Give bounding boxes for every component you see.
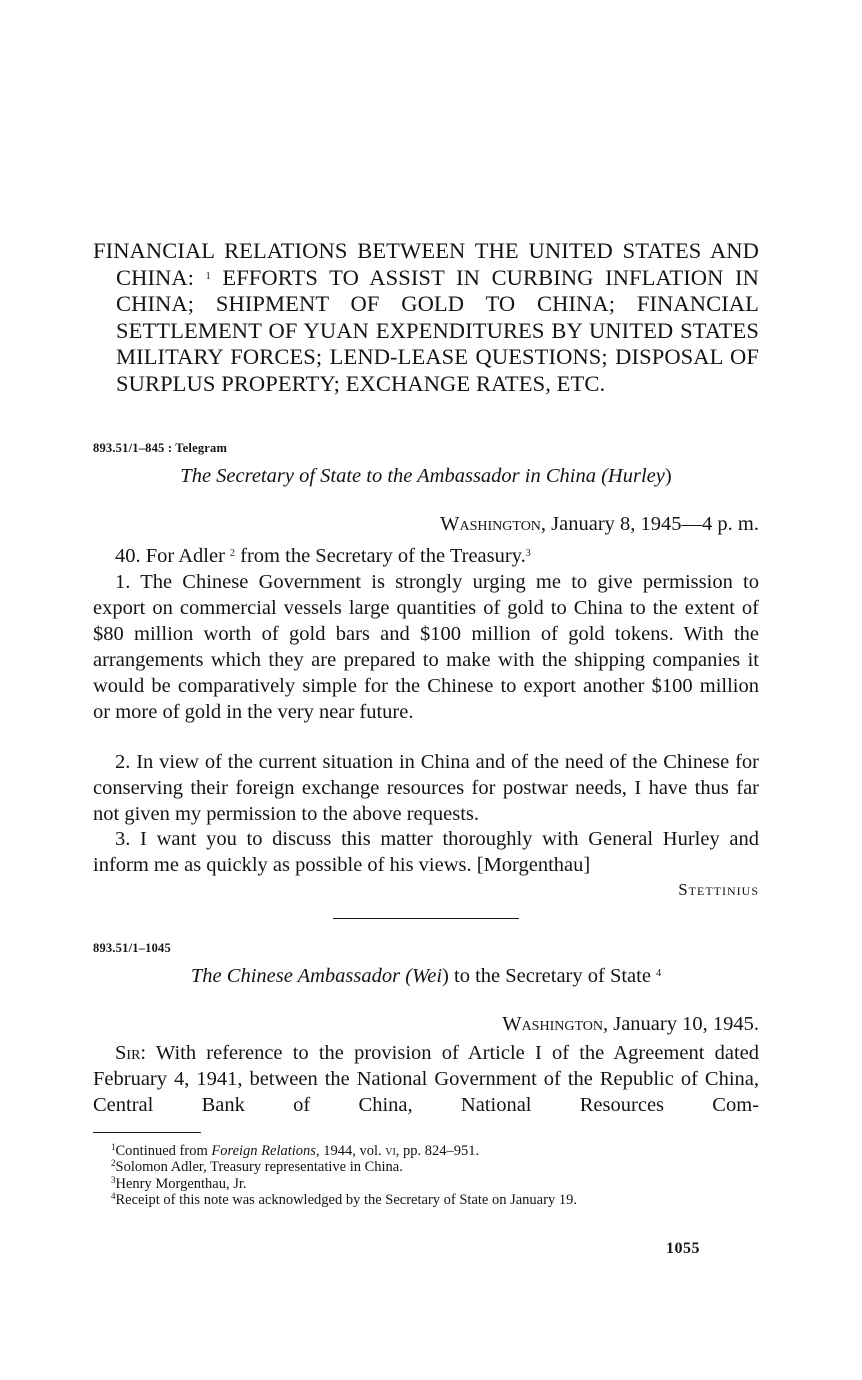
note-paragraph-1-text: With reference to the provision of Article I of the Agreement dated February 4, 1941, between the National Government of the Republic of China, Central Bank of China, National Resources Com- [93, 1042, 759, 1116]
telegram-opening [93, 543, 759, 569]
footnote-1-publication: Foreign Relations [211, 1143, 316, 1159]
opening-text-b: from the Secretary of the Treasury. [235, 545, 526, 567]
footnote-3 [93, 1176, 759, 1192]
dateline-2-date: , January 10, 1945. [602, 1013, 759, 1035]
dateline-1-date: , January 8, 1945—4 p. m. [540, 513, 759, 535]
paragraph-2: 2. In view of the current situation in China and of the need of the Chinese for conserving their foreign exchange resources for postwar needs, I have thus far not given my permission to the above requests. [93, 751, 759, 825]
footnote-1-text-b: , 1944, vol. [315, 1143, 386, 1159]
title-1-suffix: ) [664, 465, 672, 487]
dateline-2-place: Washington [502, 1013, 603, 1035]
footnote-4 [93, 1192, 759, 1208]
document-page [93, 0, 759, 1380]
footnote-ref-4[interactable]: 4 [656, 968, 662, 979]
file-reference-2: 893.51/1–1045 [93, 941, 171, 955]
footnote-2-number: 2 [111, 1158, 116, 1169]
title-2-prefix: The Chinese Ambassador ( [190, 965, 413, 987]
dateline-1 [440, 513, 759, 536]
page-number: 1055 [666, 1240, 700, 1257]
heading-text-part1: FINANCIAL RELATIONS BETWEEN THE UNITED STATES AND CHINA: [93, 238, 759, 290]
paragraph-1: 1. The Chinese Government is strongly urging me to give permission to export on commercial vessels large quantities of gold to China to the extent of $80 million worth of gold bars and $100 million of gold tokens. With the arrangements which they are prepared to make with the shipping companies it would be comparatively simple for the Chinese to export another $100 million or more of gold in the very near future. [93, 571, 759, 723]
file-reference-1: 893.51/1–845 : Telegram [93, 441, 228, 455]
footnote-rule [93, 1132, 201, 1133]
title-1-prefix: The Secretary of State to the Ambassador in China ( [180, 465, 608, 487]
footnote-1 [93, 1143, 759, 1159]
document-title-2 [93, 965, 759, 988]
footnote-1-volume: vi [385, 1143, 396, 1159]
footnote-ref-2[interactable]: 2 [230, 548, 236, 559]
section-divider [333, 918, 519, 919]
footnote-ref-3[interactable]: 3 [525, 548, 531, 559]
footnote-4-text: Receipt of this note was acknowledged by the Secretary of State on January 19. [115, 1191, 577, 1208]
footnote-2 [93, 1159, 759, 1175]
title-1-name: Hurley [607, 465, 665, 487]
dateline-2 [502, 1013, 759, 1036]
title-2-suffix: ) to the Secretary of State [442, 965, 657, 987]
footnote-3-number: 3 [111, 1174, 116, 1185]
footnotes [93, 1143, 759, 1208]
footnote-ref-1[interactable]: 1 [205, 270, 211, 282]
paragraph-3: 3. I want you to discuss this matter thoroughly with General Hurley and inform me as quickly as possible of his views. [Morgenthau] [93, 828, 759, 876]
heading-text-part2: EFFORTS TO ASSIST IN CURBING INFLATION IN CHINA; SHIPMENT OF GOLD TO CHINA; FINANCIAL SETTLEMENT OF YUAN EXPENDITURES BY UNITED STATES MILITARY FORCES; LEND-LEASE QUESTIONS; DISPOSAL OF SURPLUS PROPERTY; EXCHANGE RATES, ETC. [116, 264, 759, 396]
footnote-3-text: Henry Morgenthau, Jr. [115, 1175, 247, 1192]
dateline-1-place: Washington [440, 513, 541, 535]
signature-stettinius: Stettinius [678, 880, 759, 899]
document-title-1 [93, 465, 759, 488]
section-heading [93, 238, 759, 398]
salutation: Sir: [115, 1042, 147, 1064]
footnote-4-number: 4 [111, 1190, 116, 1201]
footnote-1-text-c: , pp. 824–951. [395, 1143, 480, 1159]
footnote-1-number: 1 [111, 1142, 116, 1152]
footnote-1-text-a: Continued from [115, 1143, 212, 1159]
title-2-name: Wei [412, 965, 443, 987]
footnote-2-text: Solomon Adler, Treasury representative in China. [115, 1159, 403, 1176]
note-paragraph-1 [93, 1040, 759, 1118]
opening-text-a: 40. For Adler [115, 545, 231, 567]
